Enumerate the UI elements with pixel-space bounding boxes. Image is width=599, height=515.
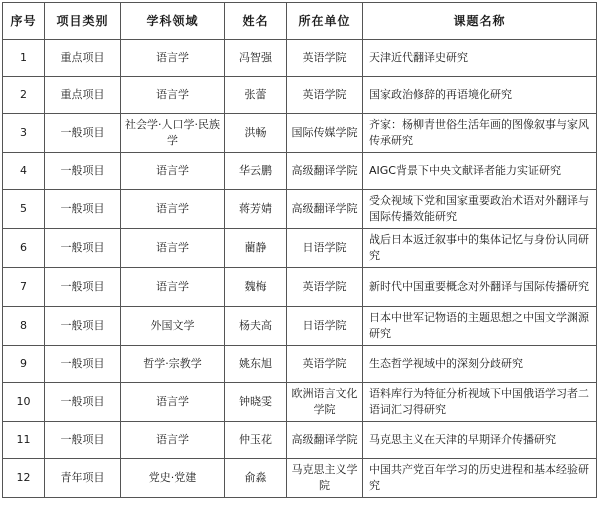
- cell-project: 日本中世军记物语的主题思想之中国文学渊源研究: [363, 307, 597, 346]
- table-row: [3, 268, 597, 307]
- cell-domain: 语言学: [121, 77, 225, 114]
- table-row: [3, 40, 597, 77]
- header-domain: 学科领域: [121, 3, 225, 40]
- cell-name: 钟晓雯: [225, 383, 287, 422]
- cell-project: 马克思主义在天津的早期译介传播研究: [363, 422, 597, 459]
- table-row: [3, 190, 597, 229]
- header-name: 姓名: [225, 3, 287, 40]
- cell-name: 蒋芳婧: [225, 190, 287, 229]
- cell-type: 一般项目: [45, 190, 121, 229]
- table-row: [3, 346, 597, 383]
- cell-no: 1: [3, 40, 45, 77]
- cell-no: 12: [3, 459, 45, 498]
- cell-project: 齐家：杨柳青世俗生活年画的图像叙事与家风传承研究: [363, 114, 597, 153]
- cell-type: 一般项目: [45, 114, 121, 153]
- header-no: 序号: [3, 3, 45, 40]
- table-row: [3, 229, 597, 268]
- project-table: [2, 2, 597, 498]
- cell-type: 重点项目: [45, 40, 121, 77]
- cell-unit: 日语学院: [287, 307, 363, 346]
- cell-unit: 高级翻译学院: [287, 190, 363, 229]
- cell-name: 仲玉花: [225, 422, 287, 459]
- cell-name: 冯智强: [225, 40, 287, 77]
- cell-domain: 外国文学: [121, 307, 225, 346]
- cell-unit: 英语学院: [287, 268, 363, 307]
- cell-name: 洪畅: [225, 114, 287, 153]
- cell-project: AIGC背景下中央文献译者能力实证研究: [363, 153, 597, 190]
- cell-unit: 欧洲语言文化学院: [287, 383, 363, 422]
- cell-name: 藺静: [225, 229, 287, 268]
- cell-domain: 语言学: [121, 40, 225, 77]
- cell-unit: 高级翻译学院: [287, 422, 363, 459]
- table-header: [3, 3, 597, 40]
- cell-name: 华云鹏: [225, 153, 287, 190]
- cell-name: 姚东旭: [225, 346, 287, 383]
- cell-no: 7: [3, 268, 45, 307]
- cell-type: 一般项目: [45, 307, 121, 346]
- cell-unit: 马克思主义学院: [287, 459, 363, 498]
- cell-domain: 党史·党建: [121, 459, 225, 498]
- cell-name: 魏梅: [225, 268, 287, 307]
- cell-project: 天津近代翻译史研究: [363, 40, 597, 77]
- table-row: [3, 307, 597, 346]
- cell-project: 战后日本返迁叙事中的集体记忆与身份认同研究: [363, 229, 597, 268]
- cell-domain: 语言学: [121, 268, 225, 307]
- cell-unit: 英语学院: [287, 77, 363, 114]
- cell-type: 一般项目: [45, 268, 121, 307]
- cell-domain: 语言学: [121, 422, 225, 459]
- table-row: [3, 153, 597, 190]
- cell-unit: 国际传媒学院: [287, 114, 363, 153]
- cell-no: 3: [3, 114, 45, 153]
- cell-name: 张蕾: [225, 77, 287, 114]
- table-body: [3, 40, 597, 498]
- cell-name: 俞淼: [225, 459, 287, 498]
- header-row: [3, 3, 597, 40]
- cell-domain: 语言学: [121, 153, 225, 190]
- cell-no: 11: [3, 422, 45, 459]
- cell-domain: 语言学: [121, 229, 225, 268]
- cell-project: 语料库行为特征分析视域下中国俄语学习者二语词汇习得研究: [363, 383, 597, 422]
- cell-unit: 高级翻译学院: [287, 153, 363, 190]
- table-row: [3, 383, 597, 422]
- cell-no: 10: [3, 383, 45, 422]
- cell-domain: 语言学: [121, 190, 225, 229]
- cell-unit: 英语学院: [287, 346, 363, 383]
- cell-project: 中国共产党百年学习的历史进程和基本经验研究: [363, 459, 597, 498]
- cell-name: 杨夫高: [225, 307, 287, 346]
- cell-domain: 社会学·人口学·民族学: [121, 114, 225, 153]
- cell-project: 生态哲学视域中的深刻分歧研究: [363, 346, 597, 383]
- cell-no: 4: [3, 153, 45, 190]
- table-row: [3, 114, 597, 153]
- cell-type: 一般项目: [45, 383, 121, 422]
- cell-no: 2: [3, 77, 45, 114]
- header-unit: 所在单位: [287, 3, 363, 40]
- header-type: 项目类别: [45, 3, 121, 40]
- table-row: [3, 77, 597, 114]
- table-row: [3, 459, 597, 498]
- cell-unit: 日语学院: [287, 229, 363, 268]
- cell-no: 6: [3, 229, 45, 268]
- cell-type: 重点项目: [45, 77, 121, 114]
- cell-no: 5: [3, 190, 45, 229]
- cell-project: 受众视域下党和国家重要政治术语对外翻译与国际传播效能研究: [363, 190, 597, 229]
- cell-domain: 哲学·宗教学: [121, 346, 225, 383]
- cell-type: 一般项目: [45, 422, 121, 459]
- table-row: [3, 422, 597, 459]
- cell-unit: 英语学院: [287, 40, 363, 77]
- cell-type: 一般项目: [45, 346, 121, 383]
- cell-no: 8: [3, 307, 45, 346]
- cell-type: 一般项目: [45, 229, 121, 268]
- cell-no: 9: [3, 346, 45, 383]
- cell-type: 一般项目: [45, 153, 121, 190]
- cell-type: 青年项目: [45, 459, 121, 498]
- cell-project: 国家政治修辞的再语境化研究: [363, 77, 597, 114]
- cell-project: 新时代中国重要概念对外翻译与国际传播研究: [363, 268, 597, 307]
- cell-domain: 语言学: [121, 383, 225, 422]
- header-project: 课题名称: [363, 3, 597, 40]
